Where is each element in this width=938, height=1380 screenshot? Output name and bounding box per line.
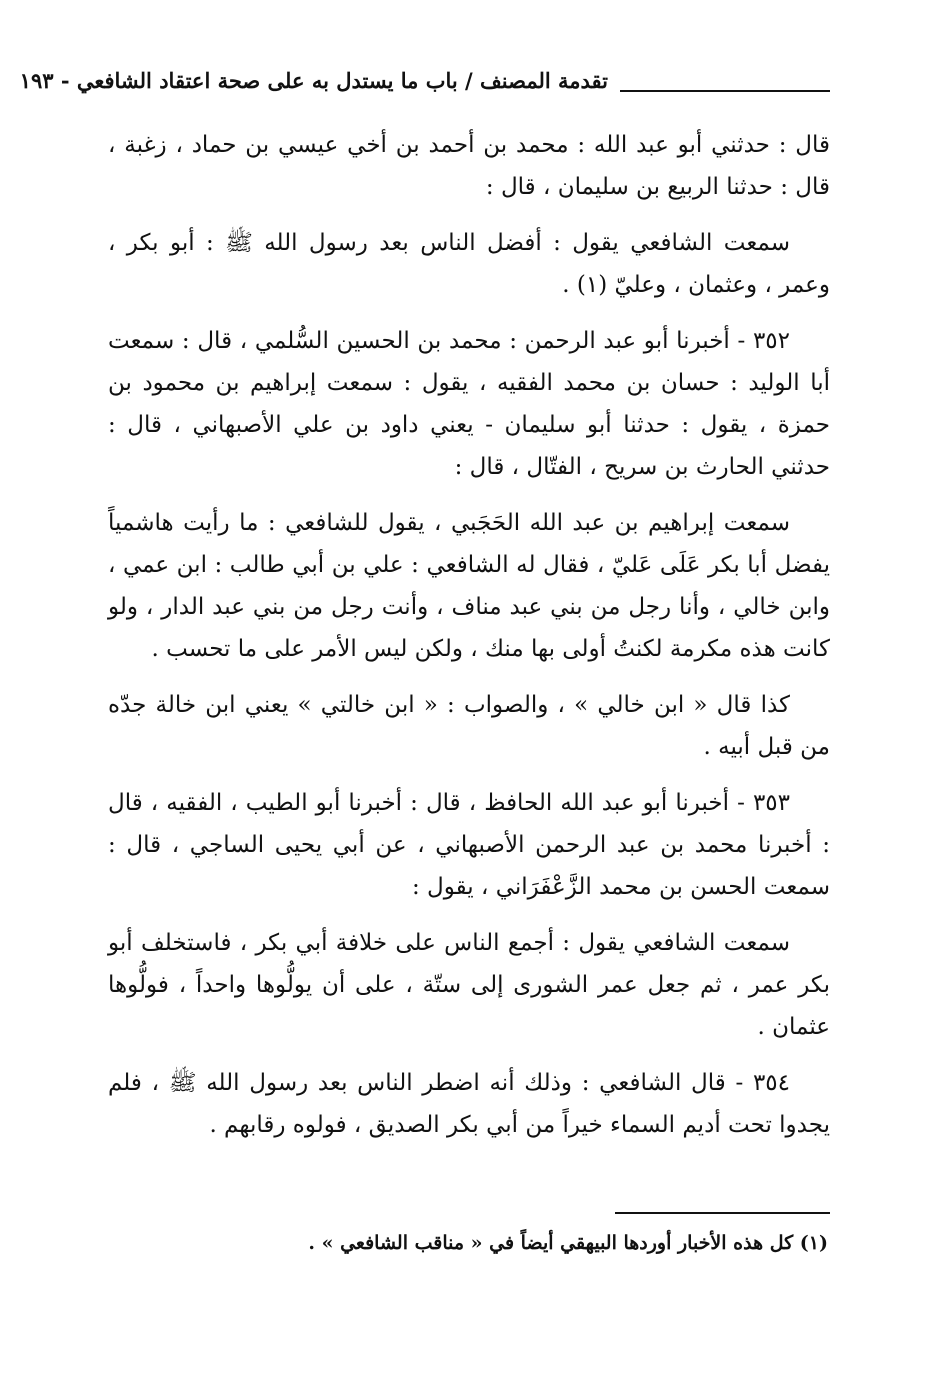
paragraph-1: قال : حدثني أبو عبد الله : محمد بن أحمد بن أخي عيسي بن حماد ، زغبة ، قال : حدثنا الربيع بن سليمان ، قال : — [108, 132, 830, 200]
footnote-rule — [615, 1212, 830, 1214]
main-text — [108, 124, 830, 1160]
paragraph-352: ٣٥٢ - أخبرنا أبو عبد الرحمن : محمد بن الحسين السُّلمي ، قال : سمعت أبا الوليد : حسان بن محمد الفقيه ، يقول : سمعت إبراهيم بن محمود بن حمزة ، يقول : حدثنا أبو سليمان - يعني داود بن علي الأصبهاني ، قال : حدثني الحارث بن سريح ، الفتّال ، قال : — [108, 328, 830, 480]
paragraph-7: سمعت الشافعي يقول : أجمع الناس على خلافة أبي بكر ، فاستخلف أبو بكر عمر ، ثم جعل عمر الشورى إلى ستّة ، على أن يولُّوها واحداً ، فولُّوها عثمان . — [108, 930, 830, 1040]
paragraph-5: كذا قال « ابن خالي » ، والصواب : « ابن خالتي » يعني ابن خالة جدّه من قبل أبيه . — [108, 692, 830, 760]
paragraph-4: سمعت إبراهيم بن عبد الله الحَجَبي ، يقول للشافعي : ما رأيت هاشمياً يفضل أبا بكر عَلَى عَليّ ، فقال له الشافعي : علي بن أبي طالب : ابن عمي ، وابن خالي ، وأنا رجل من بني عبد مناف ، وأنت رجل من بني عبد الدار ، ولو كانت هذه مكرمة لكنتُ أولى بها منك ، ولكن ليس الأمر على ما تحسب . — [108, 510, 830, 662]
paragraph-354: ٣٥٤ - قال الشافعي : وذلك أنه اضطر الناس بعد رسول الله ﷺ ، فلم يجدوا تحت أديم السماء خيراً من أبي بكر الصديق ، فولوه رقابهم . — [108, 1070, 830, 1138]
running-header: تقدمة المصنف / باب ما يستدل به على صحة اعتقاد الشافعي - ١٩٣ — [19, 68, 608, 93]
footnote: (١) كل هذه الأخبار أوردها البيهقي أيضاً في « مناقب الشافعي » . — [308, 1232, 828, 1254]
paragraph-2: سمعت الشافعي يقول : أفضل الناس بعد رسول الله ﷺ : أبو بكر ، وعمر ، وعثمان ، وعليّ (١) . — [108, 230, 830, 298]
paragraph-353: ٣٥٣ - أخبرنا أبو عبد الله الحافظ ، قال : أخبرنا أبو الطيب ، الفقيه ، قال : أخبرنا محمد بن عبد الرحمن الأصبهاني ، عن أبي يحيى الساجي ، قال : سمعت الحسن بن محمد الزَّعْفَرَاني ، يقول : — [108, 790, 830, 900]
header-rule — [620, 90, 830, 92]
